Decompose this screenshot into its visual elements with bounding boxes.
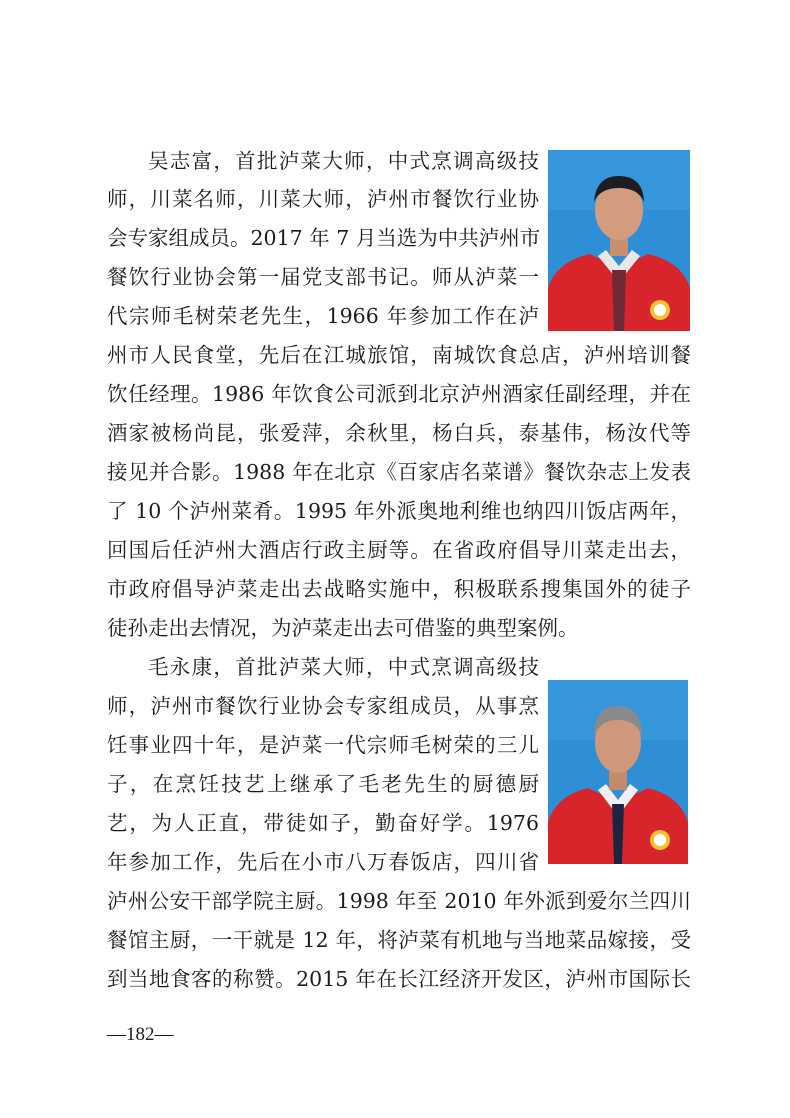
paragraph-line: 酒家被杨尚昆，张爱萍，余秋里，杨白兵，泰基伟，杨汝代等: [107, 421, 691, 445]
paragraph-line: 接见并合影。1988 年在北京《百家店名菜谱》餐饮杂志上发表: [107, 460, 691, 484]
paragraph-line: 州市人民食堂，先后在江城旅馆，南城饮食总店，泸州培训餐: [107, 343, 691, 367]
paragraph-line: 艺，为人正直，带徒如子，勤奋好学。1976: [107, 811, 539, 835]
paragraph-line: 饪事业四十年，是泸菜一代宗师毛树荣的三儿: [107, 733, 539, 757]
paragraph-line: 市政府倡导泸菜走出去战略实施中，积极联系搜集国外的徒子: [107, 577, 691, 601]
paragraph-line: 毛永康，首批泸菜大师，中式烹调高级技: [148, 655, 539, 679]
paragraph-line: 吴志富，首批泸菜大师，中式烹调高级技: [148, 149, 539, 173]
paragraph-line: 了 10 个泸州菜肴。1995 年外派奥地利维也纳四川饭店两年，: [107, 499, 691, 523]
paragraph-line: 饮任经理。1986 年饮食公司派到北京泸州酒家任副经理，并在: [107, 382, 691, 406]
portrait-mao-yongkang: [548, 680, 688, 864]
paragraph-line: 年参加工作，先后在小市八万春饭店，四川省: [107, 850, 539, 874]
page-number: —182—: [107, 1024, 174, 1045]
paragraph-line: 餐馆主厨，一干就是 12 年，将泸菜有机地与当地菜品嫁接，受: [107, 928, 691, 952]
paragraph-line: 会专家组成员。2017 年 7 月当选为中共泸州市: [107, 226, 541, 250]
paragraph-line: 师，泸州市餐饮行业协会专家组成员，从事烹: [107, 694, 539, 718]
portrait-wu-zhifu: [548, 150, 690, 331]
paragraph-line: 徒孙走出去情况，为泸菜走出去可借鉴的典型案例。: [107, 616, 579, 640]
paragraph-line: 师，川菜名师，川菜大师，泸州市餐饮行业协: [107, 187, 539, 211]
paragraph-line: 泸州公安干部学院主厨。1998 年至 2010 年外派到爱尔兰四川: [107, 889, 691, 913]
paragraph-line: 子，在烹饪技艺上继承了毛老先生的厨德厨: [107, 772, 539, 796]
paragraph-line: 餐饮行业协会第一届党支部书记。师从泸菜一: [107, 265, 539, 289]
paragraph-line: 回国后任泸州大酒店行政主厨等。在省政府倡导川菜走出去，: [107, 538, 691, 562]
paragraph-line: 到当地食客的称赞。2015 年在长江经济开发区，泸州市国际长: [107, 967, 691, 991]
paragraph-line: 代宗师毛树荣老先生，1966 年参加工作在泸: [107, 304, 539, 328]
